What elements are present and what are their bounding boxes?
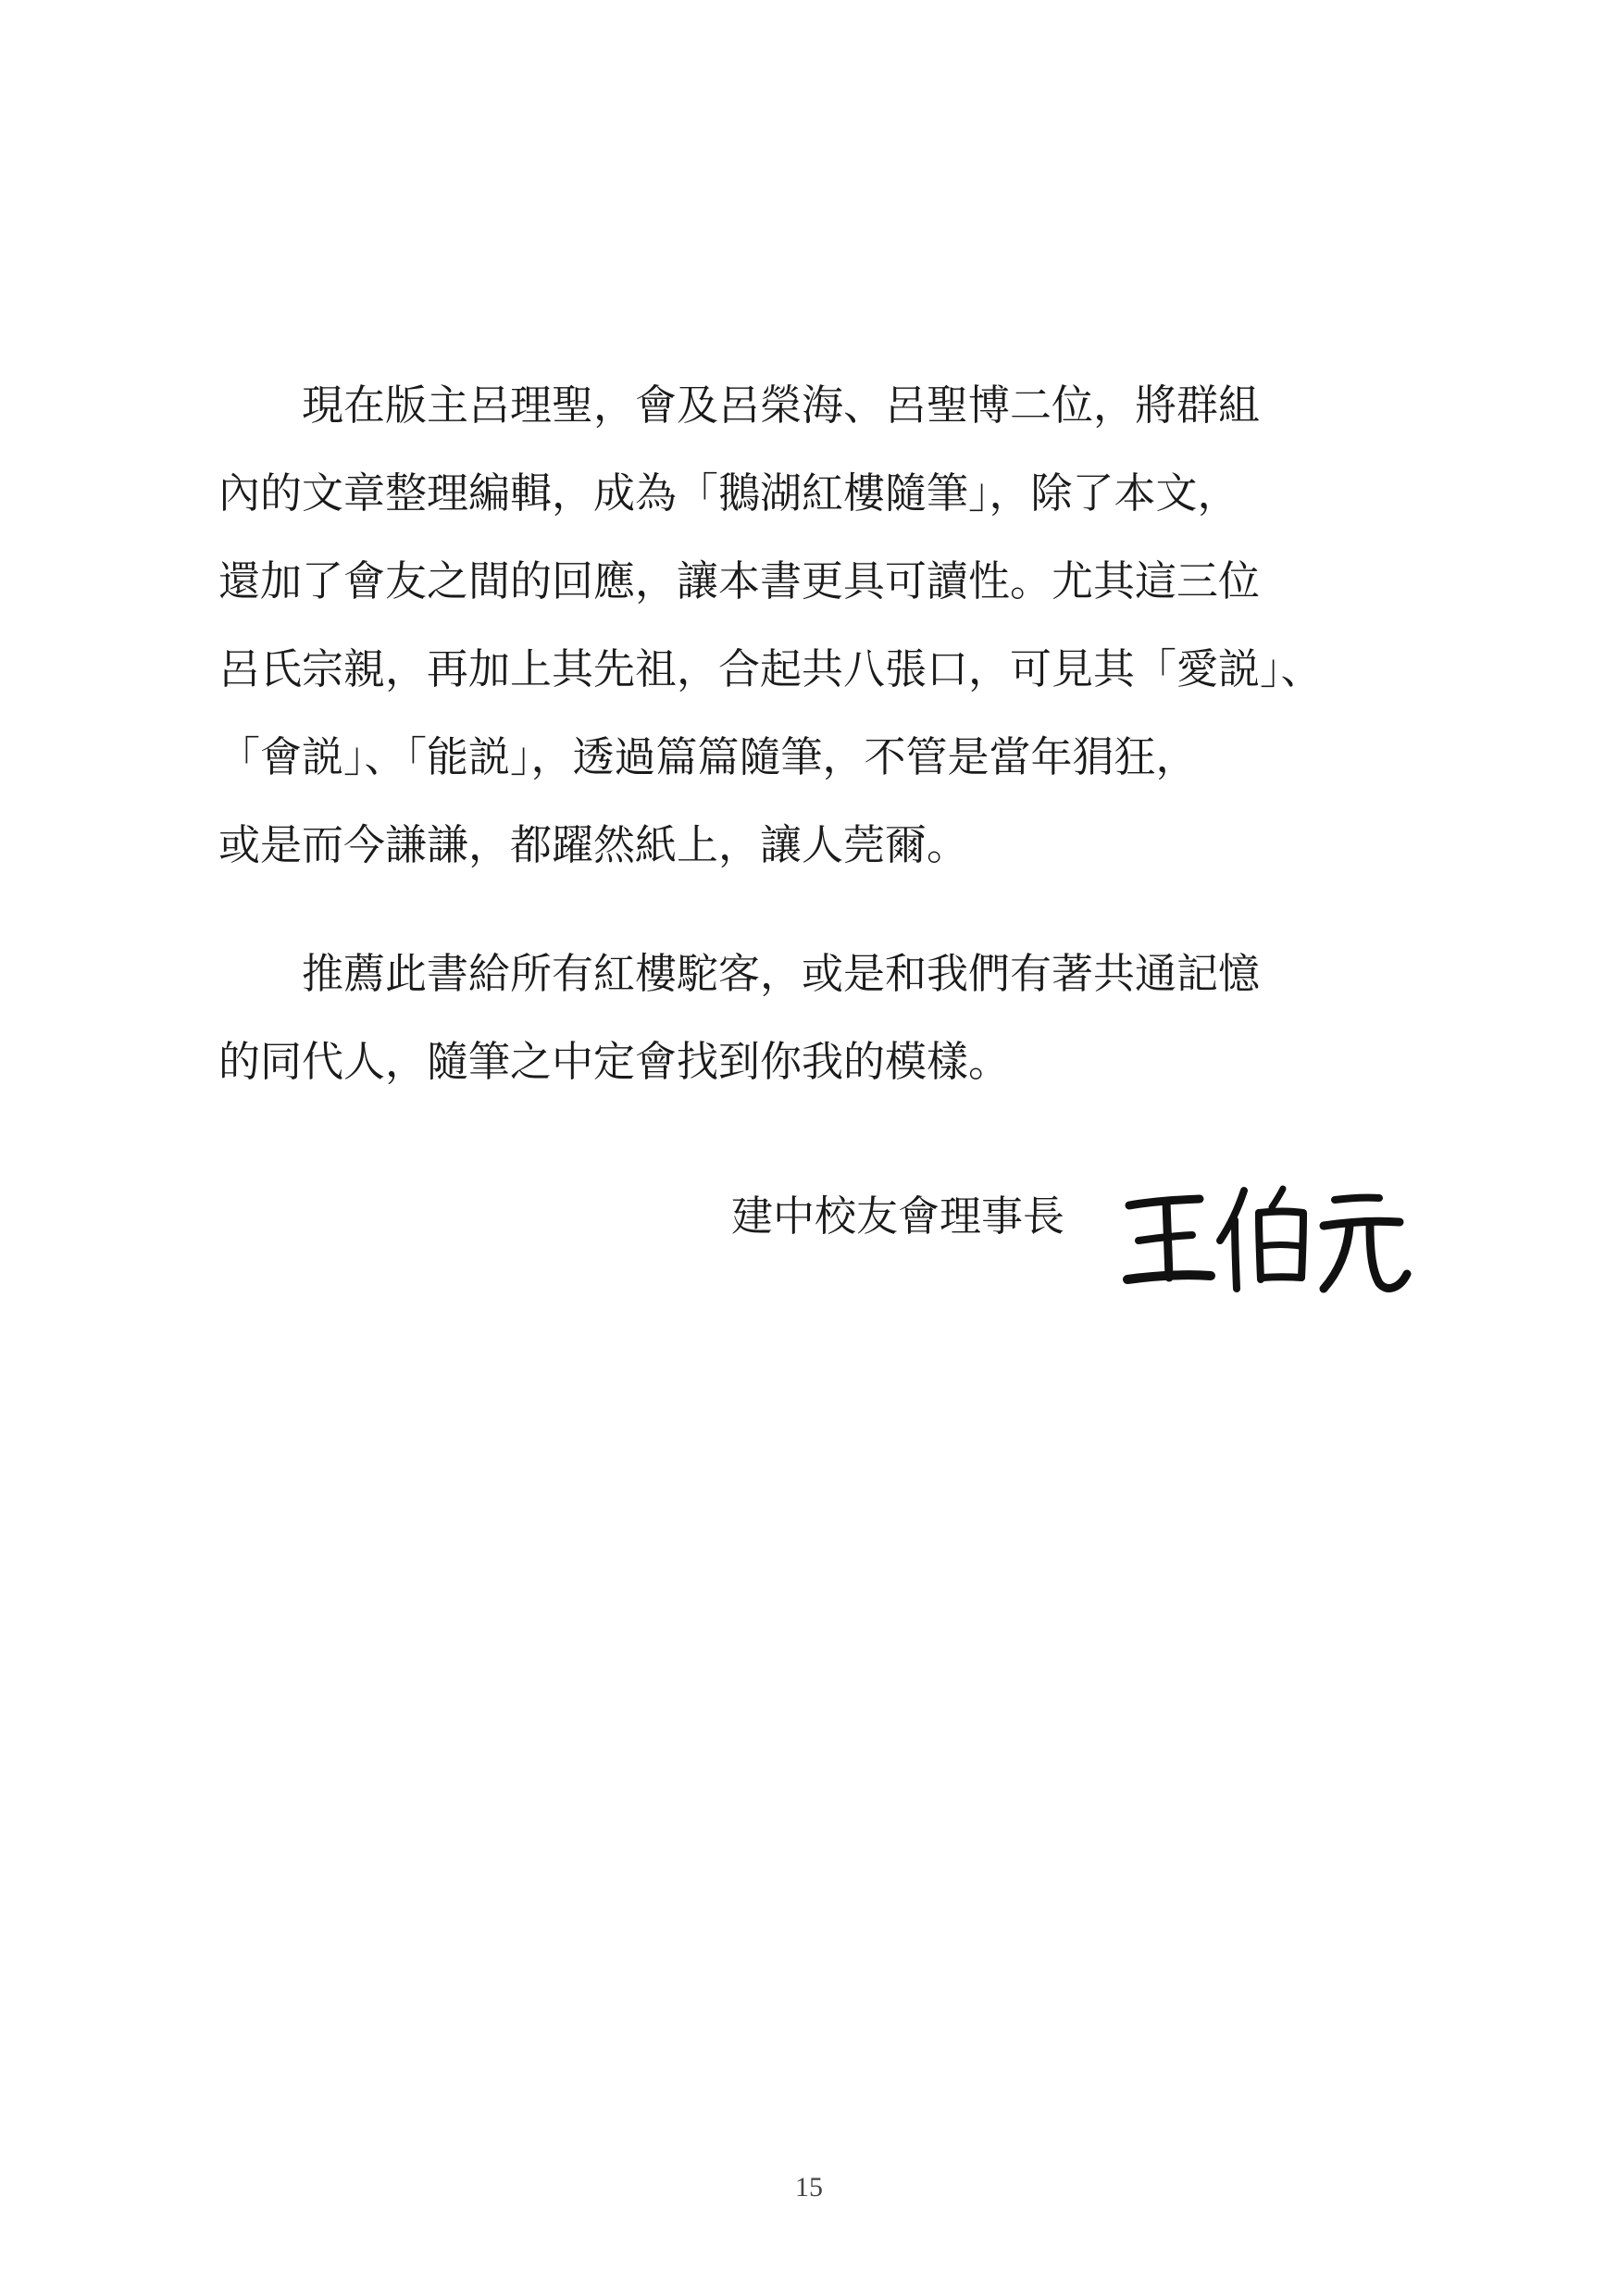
paragraph-gap — [218, 889, 1407, 930]
paragraph-1-line-1: 現在版主呂理聖，會及呂榮海、呂聖博二位，將群組 — [218, 381, 1261, 430]
paragraph-1-line-3: 還加了會友之間的回應，讓本書更具可讀性。尤其這三位 — [218, 556, 1261, 605]
paragraph-1-line-2: 內的文章整理編輯，成為「鵝湖紅樓隨筆」，除了本文， — [218, 468, 1239, 518]
paragraph-2-line-2: 的同代人，隨筆之中定會找到你我的模樣。 — [218, 1037, 1011, 1086]
handwritten-signature — [1118, 1168, 1414, 1298]
paragraph-2-line-1: 推薦此書給所有紅樓駝客，或是和我們有著共通記憶 — [218, 949, 1261, 998]
signature-block — [731, 1168, 1416, 1298]
paragraph-1-line-6: 或是而今謙謙，都躍然紙上，讓人莞爾。 — [218, 820, 969, 869]
paragraph-1-line-5: 「會説」、「能説」，透過篇篇隨筆，不管是當年狷狂， — [218, 732, 1198, 781]
page-number: 15 — [795, 2172, 823, 2202]
signature-title: 建中校友會理事長 — [731, 1192, 1065, 1241]
body-text — [218, 361, 1407, 1105]
paragraph-1-line-4: 呂氏宗親，再加上其先祖，合起共八張口，可見其「愛説」、 — [218, 644, 1323, 693]
